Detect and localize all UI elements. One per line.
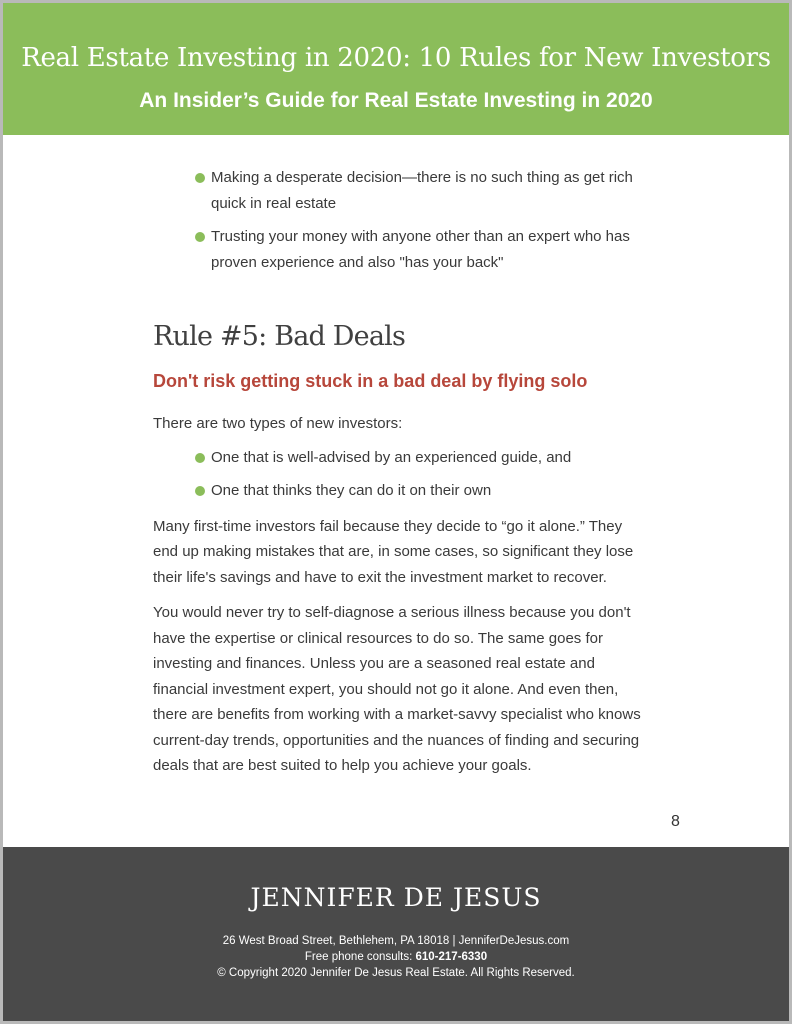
bullet-dot-icon <box>195 486 205 496</box>
bullet-text: Trusting your money with anyone other than an expert who has proven experience and also "has your back" <box>211 228 630 271</box>
footer-phone-line <box>3 951 789 963</box>
list-item <box>195 478 643 504</box>
page-footer <box>3 847 789 1021</box>
phone-label: Free phone consults: <box>304 951 416 963</box>
top-bullet-list <box>153 165 643 275</box>
page-header <box>3 3 789 135</box>
footer-address: 26 West Broad Street, Bethlehem, PA 18018 | JenniferDeJesus.com <box>222 935 570 947</box>
bullet-dot-icon <box>195 232 205 242</box>
bullet-text: Making a desperate decision—there is no such thing as get rich quick in real estate <box>211 169 633 212</box>
page-number: 8 <box>671 813 680 830</box>
bullet-text: One that thinks they can do it on their own <box>211 482 492 499</box>
bullet-dot-icon <box>195 453 205 463</box>
phone-number: 610-217-6330 <box>415 951 488 963</box>
bullet-dot-icon <box>195 173 205 183</box>
body-paragraph: Many first-time investors fail because they decide to “go it alone.” They end up making mistakes that are, in some cases, so significant they lose their life's savings and have to exit the investment market to recover. <box>153 517 634 586</box>
list-item <box>195 224 643 275</box>
main-content <box>153 165 643 779</box>
document-subtitle: An Insider’s Guide for Real Estate Investing in 2020 <box>139 89 653 112</box>
list-item <box>195 165 643 216</box>
body-paragraph: You would never try to self-diagnose a serious illness because you don't have the expertise or clinical resources to do so. The same goes for investing and finances. Unless you are a seasoned real estate and financial investment expert, you should not go it alone. And even then, there are benefits from working with a market-savvy specialist who knows current-day trends, opportunities and the nuances of finding and securing deals that are best suited to help you achieve your goals. <box>153 604 641 774</box>
document-title: Real Estate Investing in 2020: 10 Rules for New Investors <box>21 43 771 73</box>
list-item <box>195 445 643 471</box>
brand-name: JENNIFER DE JESUS <box>250 883 542 912</box>
bullet-text: One that is well-advised by an experienced guide, and <box>211 448 572 466</box>
rule-heading: Rule #5: Bad Deals <box>153 321 406 352</box>
footer-copyright: © Copyright 2020 Jennifer De Jesus Real Estate. All Rights Reserved. <box>217 967 575 979</box>
document-page <box>3 3 789 1021</box>
intro-text: There are two types of new investors: <box>153 415 403 432</box>
rule-subheading: Don't risk getting stuck in a bad deal by flying solo <box>153 371 588 391</box>
investor-types-list <box>153 445 643 504</box>
